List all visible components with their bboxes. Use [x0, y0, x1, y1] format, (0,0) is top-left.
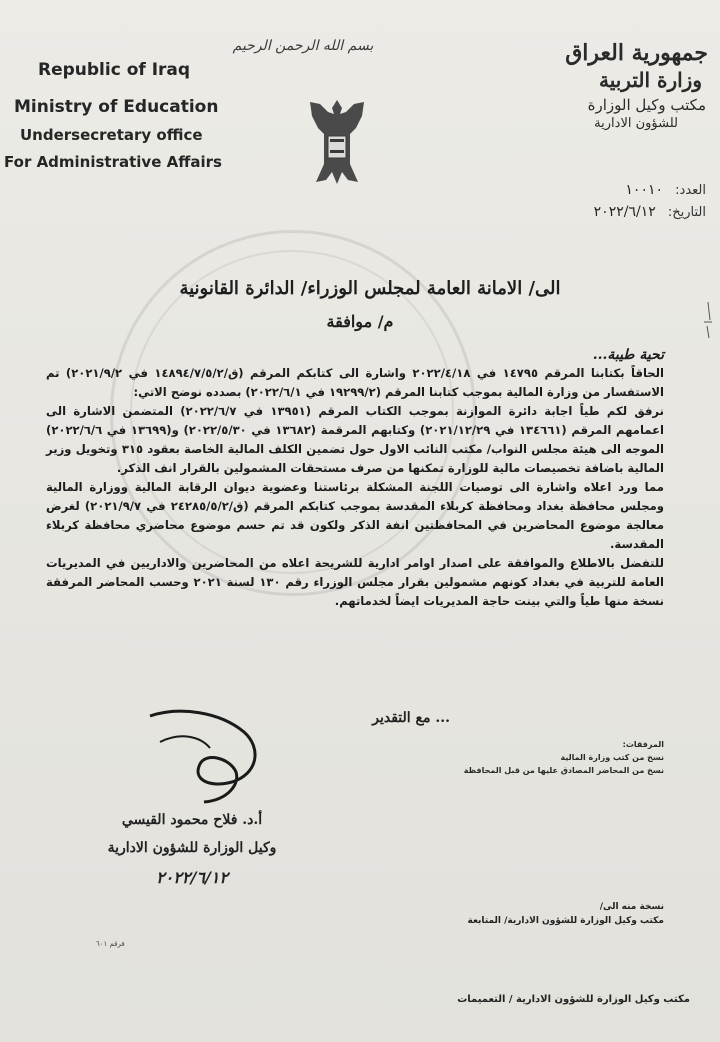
document-date-value: ٢٠٢٢/٦/١٢ [593, 204, 656, 220]
pen-mark-icon [698, 300, 716, 340]
attachments-list [384, 738, 664, 777]
document-number-label: العدد: [675, 183, 706, 198]
signer-title: وكيل الوزارة للشؤون الادارية [107, 840, 277, 856]
document-meta [506, 182, 706, 226]
handwritten-signature [140, 702, 280, 812]
paragraph-1: الحاقاً بكتابنا المرقم ١٤٧٩٥ في ٢٠٢٢/٤/١٨ واشارة الى كتابكم المرقم (ق/١٤٨٩٤/٧/٥/٢ في ٢٠٢١/٩/٢) تم الاستفسار من وزارة المالية بموجب كتابنا المرقم (١٩٢٩٩/٢ في ٢٠٢٢/٦/١) بصدده نوضح الاتي: [46, 366, 664, 399]
signer-block [92, 812, 292, 899]
signer-name: أ.د. فلاح محمود القيسي [121, 812, 263, 828]
letterhead-arabic [488, 40, 708, 131]
copies-to [364, 900, 664, 928]
basmala-header: بسم الله الرحمن الرحيم [232, 38, 374, 54]
closing-regards: ... مع التقدير [372, 710, 450, 726]
greeting: تحية طيبة... [592, 347, 664, 363]
letterhead-arabic-ministry: وزارة التربية [598, 68, 702, 92]
copies-title: نسخة منه الى/ [599, 902, 664, 912]
addressee-line: الى/ الامانة العامة لمجلس الوزراء/ الدائرة القانونية [179, 278, 561, 299]
letterhead-department: For Administrative Affairs [4, 153, 222, 171]
attachment-item: نسخ من كتب وزارة المالية [560, 753, 664, 762]
letterhead-arabic-department: للشؤون الادارية [594, 116, 678, 131]
letterhead-office: Undersecretary office [20, 126, 203, 144]
document-date-row [506, 204, 706, 220]
paragraph-2: نرفق لكم طياً اجابة دائرة الموازنة بموجب الكتاب المرقم (١٣٩٥١ في ٢٠٢٢/٦/٧) المتضمن الاشارة الى اعمامهم المرقم (١٣٤٦٦١ في ٢٠٢١/١٢/٢٩) وكتابهم المرقمة (١٣٦٨٢ في ٢٠٢٢/٥/٣٠) و(١٣٦٩٩ في ٢٠٢٢/٦/٦) الموجه الى هيئة مجلس النواب/ مكتب النائب الاول حول تضمين الكلف المالية الخاصة بعقود ٣١٥ وتخويل وزير المالية باضافة تخصيصات مالية للوزارة تمكنها من صرف مستحقات المشمولين بالقرار انف الذكر. [46, 404, 664, 475]
form-number: فرقم ٦٠١ [96, 940, 125, 948]
iraq-eagle-emblem-icon [302, 94, 372, 190]
letter-body [46, 346, 664, 611]
letterhead-english [4, 60, 222, 171]
paragraph-4: للتفضل بالاطلاع والموافقة على اصدار اوامر ادارية للشريحة اعلاه من المحاضرين والاداريين في المديريات العامة للتربية في بغداد كونهم مشمولين بقرار مجلس الوزراء رقم ١٣٠ لسنة ٢٠٢١ وحسب المحاضر المرفقة نسخة منها طياً والتي بينت حاجة المديريات ايضاً لخدماتهم. [46, 556, 664, 608]
paragraph-3: مما ورد اعلاه واشارة الى توصيات اللجنة المشكلة برئاستنا وعضوية ديوان الرقابة المالية ووزارة المالية ومجلس محافظة بغداد ومحافظة كربلاء المقدسة بموجب كتابكم المرقم (ق/٢٤٢٨٥/٥/٢ في ٢٠٢١/٩/٧) لغرض معالجة موضوع المحاضرين في المحافظتين انفة الذكر ولكون قد تم حسم موضوع محاضري محافظة كربلاء المقدسة. [46, 480, 664, 551]
letterhead-arabic-country: جمهورية العراق [565, 40, 708, 66]
attachments-title: المرفقات: [622, 740, 664, 749]
letterhead-ministry: Ministry of Education [14, 97, 219, 117]
subject-line: م/ موافقة [326, 312, 394, 331]
signer-date: ٢٠٢٢/٦/١٢ [156, 868, 228, 887]
letterhead-arabic-office: مكتب وكيل الوزارة [587, 96, 706, 114]
document-date-label: التاريخ: [667, 205, 706, 220]
footer-department: مكتب وكيل الوزارة للشؤون الادارية / التعميمات [457, 994, 690, 1005]
letterhead-country: Republic of Iraq [38, 60, 191, 80]
attachment-item: نسخ من المحاضر المصادق عليها من قبل المحافظة [463, 766, 664, 775]
copies-item: مكتب وكيل الوزارة للشؤون الادارية/ المتابعة [467, 916, 664, 926]
document-number-row [506, 182, 706, 198]
document-number-value: ١٠٠١٠ [625, 182, 664, 198]
